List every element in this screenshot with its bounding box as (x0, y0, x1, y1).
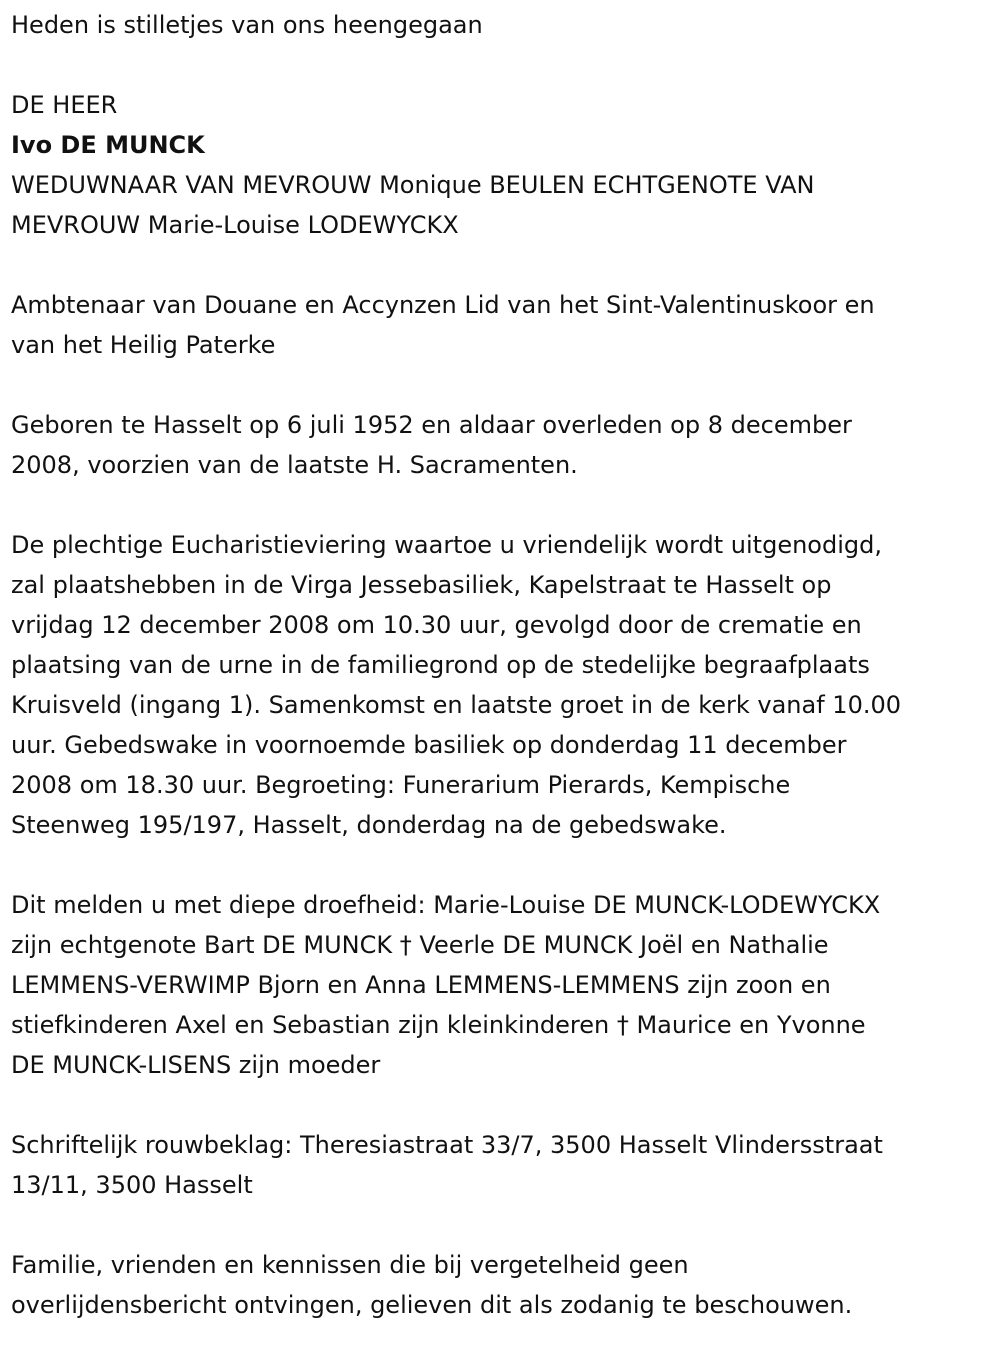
ceremony-line: Kruisveld (ingang 1). Samenkomst en laatste groet in de kerk vanaf 10.00 (11, 691, 902, 719)
deceased-name: Ivo DE MUNCK (11, 131, 205, 159)
birth-death-line: 2008, voorzien van de laatste H. Sacramenten. (11, 451, 578, 479)
ceremony-line: vrijdag 12 december 2008 om 10.30 uur, gevolgd door de crematie en (11, 611, 862, 639)
relation-line: MEVROUW Marie-Louise LODEWYCKX (11, 211, 459, 239)
ceremony-line: zal plaatshebben in de Virga Jessebasiliek, Kapelstraat te Hasselt op (11, 571, 832, 599)
birth-death-line: Geboren te Hasselt op 6 juli 1952 en aldaar overleden op 8 december (11, 411, 852, 439)
occupation-line: Ambtenaar van Douane en Accynzen Lid van het Sint-Valentinuskoor en (11, 291, 875, 319)
family-line: DE MUNCK-LISENS zijn moeder (11, 1051, 381, 1079)
ceremony-line: 2008 om 18.30 uur. Begroeting: Funerarium Pierards, Kempische (11, 771, 791, 799)
occupation-line: van het Heilig Paterke (11, 331, 276, 359)
family-line: stiefkinderen Axel en Sebastian zijn kleinkinderen † Maurice en Yvonne (11, 1011, 866, 1039)
closing-line: Familie, vrienden en kennissen die bij vergetelheid geen (11, 1251, 689, 1279)
ceremony-line: plaatsing van de urne in de familiegrond op de stedelijke begraafplaats (11, 651, 870, 679)
family-line: LEMMENS-VERWIMP Bjorn en Anna LEMMENS-LEMMENS zijn zoon en (11, 971, 831, 999)
family-line: Dit melden u met diepe droefheid: Marie-Louise DE MUNCK-LODEWYCKX (11, 891, 881, 919)
condolence-line: Schriftelijk rouwbeklag: Theresiastraat 33/7, 3500 Hasselt Vlindersstraat (11, 1131, 883, 1159)
ceremony-line: uur. Gebedswake in voornoemde basiliek op donderdag 11 december (11, 731, 847, 759)
family-line: zijn echtgenote Bart DE MUNCK † Veerle DE MUNCK Joël en Nathalie (11, 931, 829, 959)
intro-text: Heden is stilletjes van ons heengegaan (11, 11, 483, 39)
relation-line: WEDUWNAAR VAN MEVROUW Monique BEULEN ECHTGENOTE VAN (11, 171, 815, 199)
honorific: DE HEER (11, 91, 118, 119)
condolence-line: 13/11, 3500 Hasselt (11, 1171, 253, 1199)
ceremony-line: De plechtige Eucharistieviering waartoe u vriendelijk wordt uitgenodigd, (11, 531, 882, 559)
closing-line: overlijdensbericht ontvingen, gelieven dit als zodanig te beschouwen. (11, 1291, 853, 1319)
ceremony-line: Steenweg 195/197, Hasselt, donderdag na de gebedswake. (11, 811, 727, 839)
